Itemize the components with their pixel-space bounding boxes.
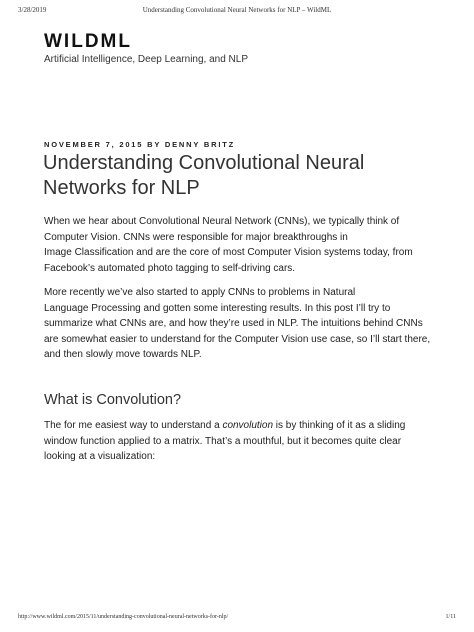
paragraph-line: Facebook’s automated photo tagging to self-driving cars. — [44, 262, 296, 274]
paragraph-line: Computer Vision. CNNs were responsible for major breakthroughs in — [44, 231, 348, 243]
paragraph-line: looking at a visualization: — [44, 451, 156, 462]
paragraph-line: summarize what CNNs are, and how they’re used in NLP. The intuitions behind CNNs — [44, 318, 423, 329]
paragraph-line: and then slowly move towards NLP. — [44, 349, 202, 360]
print-header — [18, 6, 456, 18]
paragraph-line: are somewhat easier to understand for the Computer Vision use case, so I’ll start there, — [44, 333, 431, 345]
paragraph-intro — [44, 214, 439, 276]
paragraph-convolution — [44, 418, 439, 465]
print-url: http://www.wildml.com/2015/11/understanding-convolutional-neural-networks-for-nlp/ — [18, 614, 229, 620]
print-page-title: Understanding Convolutional Neural Networks for NLP – WildML — [142, 6, 332, 14]
paragraph-line: Language Processing and gotten some interesting results. In this post I’ll try to — [44, 302, 391, 314]
paragraph-line: More recently we’ve also started to apply CNNs to problems in Natural — [44, 287, 356, 298]
paragraph-line: Image Classification and are the core of most Computer Vision systems today, from — [44, 247, 413, 258]
emphasis-convolution: convolution — [222, 420, 274, 431]
print-date: 3/28/2019 — [18, 6, 47, 14]
paragraph-text: The for me easiest way to understand a — [44, 420, 223, 431]
paragraph-text: is by thinking of it as a sliding — [273, 420, 406, 431]
site-title-link[interactable]: WILDML — [44, 31, 132, 52]
site-description: Artificial Intelligence, Deep Learning, and NLP — [44, 54, 249, 65]
section-heading-convolution: What is Convolution? — [44, 392, 182, 408]
print-page-number: 1/11 — [445, 614, 456, 620]
post-title: Understanding Convolutional Neural Networks for NLP — [43, 152, 365, 199]
paragraph-line: When we hear about Convolutional Neural Network (CNNs), we typically think of — [44, 216, 400, 227]
post-meta: NOVEMBER 7, 2015 BY DENNY BRITZ — [44, 140, 235, 149]
paragraph-nlp — [44, 285, 439, 363]
paragraph-line: window function applied to a matrix. That’s a mouthful, but it becomes quite clear — [44, 435, 402, 447]
